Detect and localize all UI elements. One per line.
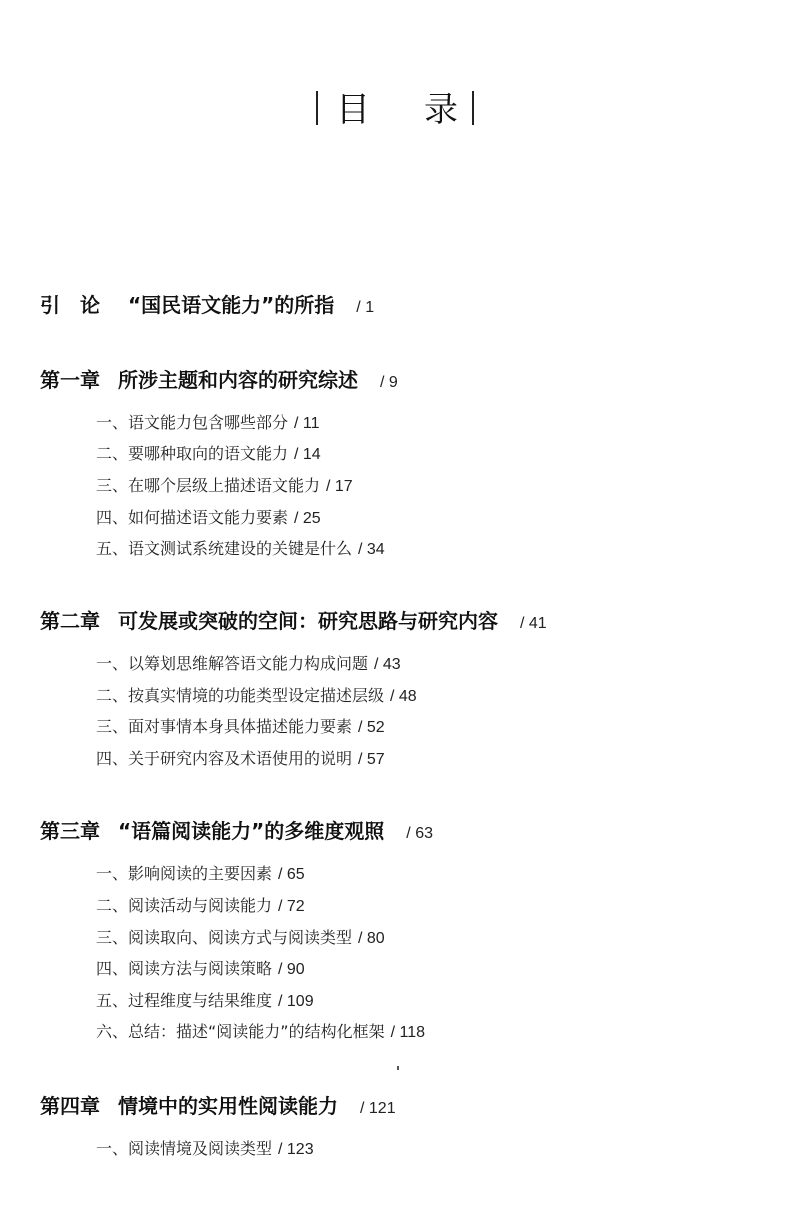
section-page: / 123: [278, 1141, 314, 1158]
toc-chapter-intro[interactable]: [40, 291, 374, 322]
section-title: 一、阅读情境及阅读类型: [96, 1139, 273, 1158]
section-page: / 80: [358, 930, 385, 947]
chapter-page: / 9: [380, 374, 398, 391]
section-title: 二、按真实情境的功能类型设定描述层级: [96, 686, 385, 705]
toc-chapter-2[interactable]: [40, 607, 547, 638]
title-left-bar: [316, 91, 318, 125]
toc-section[interactable]: [96, 1137, 314, 1162]
section-title: 二、要哪种取向的语文能力: [96, 444, 289, 463]
section-title: 一、影响阅读的主要因素: [96, 864, 273, 883]
section-title: 一、以筹划思维解答语文能力构成问题: [96, 654, 369, 673]
toc-section[interactable]: [96, 411, 320, 436]
chapter-page: / 1: [356, 299, 375, 316]
chapter-title: “国民语文能力”的所指: [128, 293, 335, 317]
toc-chapter-3[interactable]: [40, 817, 433, 848]
toc-section[interactable]: [96, 442, 321, 467]
section-title: 四、阅读方法与阅读策略: [96, 959, 273, 978]
toc-section[interactable]: [96, 1020, 425, 1045]
toc-section[interactable]: [96, 652, 401, 677]
section-page: / 109: [278, 993, 314, 1010]
toc-section[interactable]: [96, 862, 305, 887]
toc-section[interactable]: [96, 747, 385, 772]
toc-section[interactable]: [96, 715, 385, 740]
section-title: 三、面对事情本身具体描述能力要素: [96, 717, 353, 736]
scan-speck: [397, 1066, 399, 1070]
section-title: 五、过程维度与结果维度: [96, 991, 273, 1010]
toc-section[interactable]: [96, 474, 353, 499]
title-char-2: 录: [424, 90, 458, 130]
title-right-bar: [472, 91, 474, 125]
section-title: 五、语文测试系统建设的关键是什么: [96, 539, 353, 558]
section-title: 六、总结：描述“阅读能力”的结构化框架: [96, 1022, 385, 1041]
toc-section[interactable]: [96, 957, 305, 982]
page-title: [0, 88, 790, 132]
chapter-label: 第一章: [40, 368, 100, 392]
section-page: / 11: [294, 415, 320, 432]
section-title: 三、阅读取向、阅读方式与阅读类型: [96, 928, 353, 947]
chapter-page: / 121: [360, 1100, 396, 1117]
title-char-1: 目: [336, 90, 370, 130]
toc-section[interactable]: [96, 684, 417, 709]
section-page: / 34: [358, 541, 385, 558]
chapter-title: 可发展或突破的空间：研究思路与研究内容: [118, 609, 498, 633]
chapter-page: / 63: [406, 825, 433, 842]
chapter-title: “语篇阅读能力”的多维度观照: [118, 819, 385, 843]
toc-section[interactable]: [96, 894, 305, 919]
section-page: / 90: [278, 961, 305, 978]
section-page: / 57: [358, 751, 385, 768]
section-page: / 14: [294, 446, 321, 463]
chapter-label: 第四章: [40, 1094, 100, 1118]
section-page: / 17: [326, 478, 353, 495]
toc-chapter-1[interactable]: [40, 366, 398, 397]
chapter-page: / 41: [520, 615, 547, 632]
chapter-title: 情境中的实用性阅读能力: [118, 1094, 338, 1118]
chapter-title: 所涉主题和内容的研究综述: [118, 368, 358, 392]
section-title: 三、在哪个层级上描述语文能力: [96, 476, 321, 495]
chapter-label: 第二章: [40, 609, 100, 633]
toc-section[interactable]: [96, 537, 385, 562]
chapter-label: 引 论: [40, 293, 100, 317]
section-title: 二、阅读活动与阅读能力: [96, 896, 273, 915]
toc-section[interactable]: [96, 506, 321, 531]
section-page: / 52: [358, 719, 385, 736]
section-page: / 48: [390, 688, 417, 705]
section-page: / 65: [278, 866, 305, 883]
section-page: / 25: [294, 510, 321, 527]
section-title: 四、关于研究内容及术语使用的说明: [96, 749, 353, 768]
chapter-label: 第三章: [40, 819, 100, 843]
toc-section[interactable]: [96, 926, 385, 951]
section-page: / 118: [390, 1024, 425, 1041]
toc-section[interactable]: [96, 989, 314, 1014]
section-title: 四、如何描述语文能力要素: [96, 508, 289, 527]
section-title: 一、语文能力包含哪些部分: [96, 413, 289, 432]
toc-chapter-4[interactable]: [40, 1092, 396, 1123]
section-page: / 43: [374, 656, 401, 673]
section-page: / 72: [278, 898, 305, 915]
